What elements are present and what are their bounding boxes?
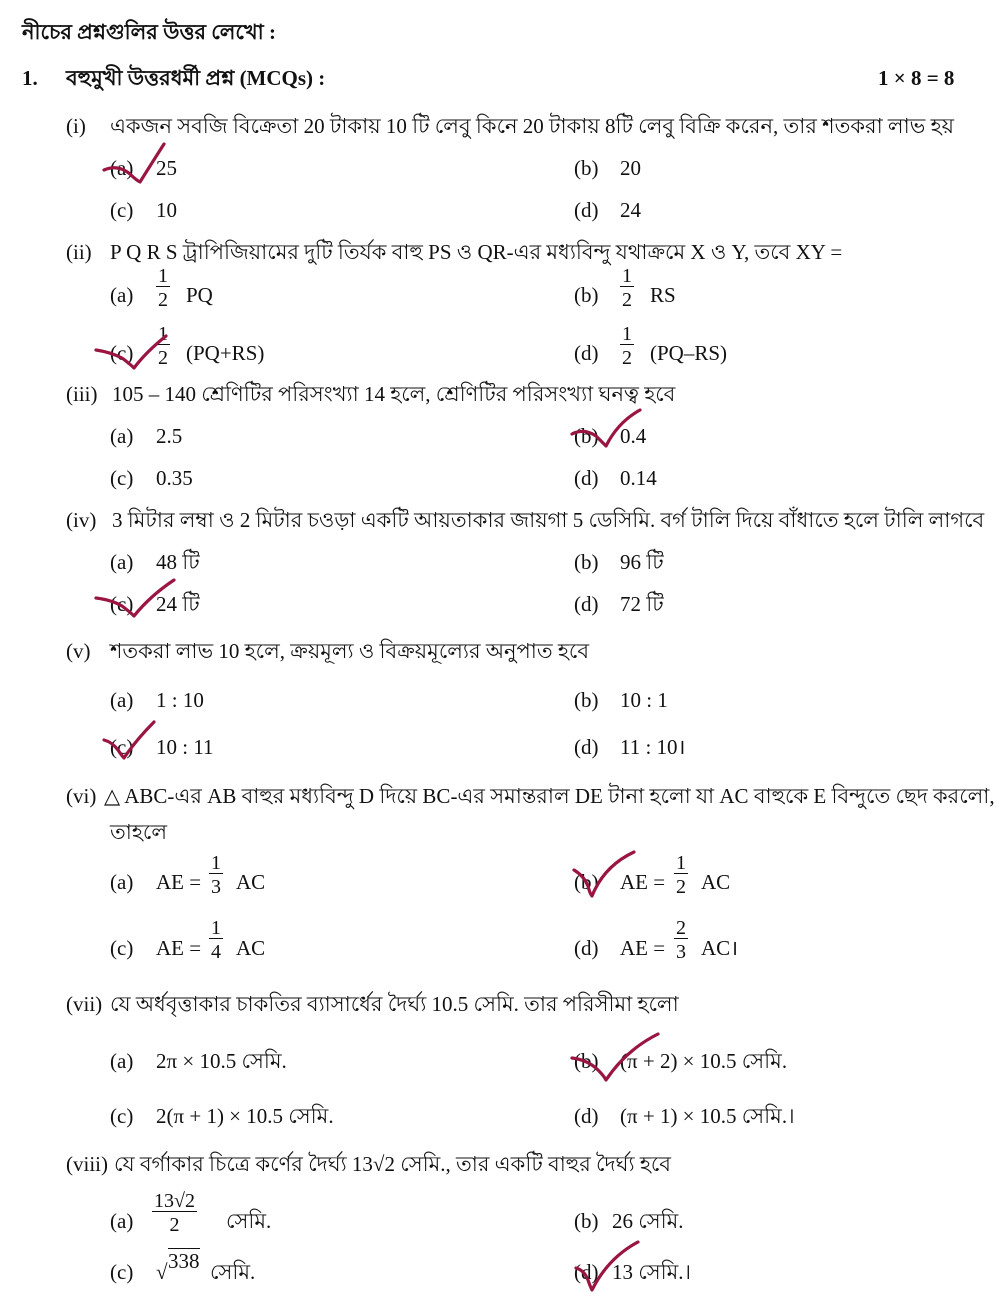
question-text: 3 মিটার লম্বা ও 2 মিটার চওড়া একটি আয়তাকার জায়গা 5 ডেসিমি. বর্গ টালি দিয়ে বাঁধাতে হলে টালি লাগবে <box>112 508 985 532</box>
option-text: 10 : 11 <box>156 735 214 759</box>
option-text: 10 : 1 <box>620 688 668 712</box>
option-label: (c) <box>110 936 134 960</box>
answer-tick-mark <box>568 1028 664 1086</box>
question-number: (i) <box>66 114 86 138</box>
option-text: (π + 1) × 10.5 সেমি.। <box>620 1104 795 1128</box>
option-text: 1 : 10 <box>156 688 204 712</box>
fraction: $\frac{13√2}{2}$ <box>154 1190 195 1236</box>
option-prefix: AE = <box>620 870 666 894</box>
option-label: (c) <box>110 341 134 365</box>
question-number: (v) <box>66 639 91 663</box>
question-text: যে অর্ধবৃত্তাকার চাকতির ব্যাসার্ধের দৈর্ঘ্য 10.5 সেমি. তার পরিসীমা হলো <box>110 992 679 1016</box>
option-text: AC <box>236 936 266 960</box>
option-prefix: AE = <box>156 936 202 960</box>
option-text: 13 সেমি.। <box>612 1260 692 1284</box>
answer-tick-mark <box>100 138 170 188</box>
fraction: $\frac{1}{3}$ <box>211 852 221 898</box>
option-text: 24 টি <box>156 592 200 616</box>
option-text: 11 : 10। <box>620 735 686 759</box>
option-text: সেমি. <box>226 1209 272 1233</box>
option-label: (a) <box>110 688 134 712</box>
option-text: AC। <box>701 936 739 960</box>
option-label: (a) <box>110 156 134 180</box>
option-label: (a) <box>110 870 134 894</box>
option-label: (d) <box>574 735 599 759</box>
option-label: (a) <box>110 283 134 307</box>
question-text: শতকরা লাভ 10 হলে, ক্রয়মূল্য ও বিক্রয়মূল্যের অনুপাত হবে <box>110 639 590 663</box>
option-text: 25 <box>156 156 177 180</box>
question-number: (vii) <box>66 992 103 1016</box>
option-label: (b) <box>574 1209 599 1233</box>
option-label: (b) <box>574 156 599 180</box>
instruction-heading: নীচের প্রশ্নগুলির উত্তর লেখো : <box>22 20 276 44</box>
question-number: (ii) <box>66 240 92 264</box>
question-number: (iii) <box>66 382 98 406</box>
option-label: (c) <box>110 466 134 490</box>
option-label: (b) <box>574 424 599 448</box>
option-text: 24 <box>620 198 641 222</box>
sqrt-symbol: √ <box>156 1260 168 1284</box>
section-marks: 1 × 8 = 8 <box>878 66 955 90</box>
option-label: (b) <box>574 283 599 307</box>
option-text: 48 টি <box>156 550 200 574</box>
question-text: △ ABC-এর AB বাহুর মধ্যবিন্দু D দিয়ে BC-এর সমান্তরাল DE টানা হলো যা AC বাহুকে E বিন্দুতে ছেদ করলো, <box>104 784 995 808</box>
option-label: (d) <box>574 936 599 960</box>
answer-tick-mark <box>572 1236 644 1294</box>
fraction: $\frac{1}{4}$ <box>211 917 221 963</box>
option-text: AC <box>236 870 266 894</box>
option-label: (d) <box>574 466 599 490</box>
option-label: (d) <box>574 1260 599 1284</box>
option-text: 2π × 10.5 সেমি. <box>156 1049 287 1073</box>
question-text: P Q R S ট্রাপিজিয়ামের দুটি তির্যক বাহু PS ও QR-এর মধ্যবিন্দু যথাক্রমে X ও Y, তবে XY = <box>110 240 843 264</box>
fraction: $\frac{1}{2}$ <box>158 323 168 369</box>
option-label: (d) <box>574 341 599 365</box>
answer-tick-mark <box>570 846 640 902</box>
option-text: 10 <box>156 198 177 222</box>
answer-tick-mark <box>92 574 182 624</box>
question-text: যে বর্গাকার চিত্রে কর্ণের দৈর্ঘ্য 13√2 সেমি., তার একটি বাহুর দৈর্ঘ্য হবে <box>114 1152 672 1176</box>
option-prefix: AE = <box>156 870 202 894</box>
question-number: (vi) <box>66 784 97 808</box>
option-text: (π + 2) × 10.5 সেমি. <box>620 1049 788 1073</box>
option-label: (d) <box>574 198 599 222</box>
option-text: 72 টি <box>620 592 664 616</box>
answer-tick-mark <box>568 404 648 452</box>
option-label: (a) <box>110 1049 134 1073</box>
option-label: (b) <box>574 1049 599 1073</box>
option-text: PQ <box>186 283 213 307</box>
answer-tick-mark <box>100 716 160 762</box>
option-text: 26 সেমি. <box>612 1209 684 1233</box>
fraction: $\frac{2}{3}$ <box>676 917 686 963</box>
question-number: (viii) <box>66 1152 108 1176</box>
option-label: (c) <box>110 735 134 759</box>
option-text: (PQ–RS) <box>650 341 728 365</box>
radicand: 338 <box>168 1249 200 1273</box>
option-label: (c) <box>110 1104 134 1128</box>
option-label: (c) <box>110 592 134 616</box>
option-text: 2.5 <box>156 424 183 448</box>
option-label: (b) <box>574 688 599 712</box>
option-text: (PQ+RS) <box>186 341 265 365</box>
section-number: 1. <box>22 66 38 90</box>
option-text: 0.4 <box>620 424 647 448</box>
answer-tick-mark <box>92 330 172 378</box>
question-number: (iv) <box>66 508 97 532</box>
fraction: $\frac{1}{2}$ <box>158 265 168 311</box>
option-text: সেমি. <box>210 1260 256 1284</box>
option-label: (d) <box>574 592 599 616</box>
option-label: (c) <box>110 198 134 222</box>
option-prefix: AE = <box>620 936 666 960</box>
option-text: RS <box>650 283 676 307</box>
option-text: 0.14 <box>620 466 657 490</box>
option-text: AC <box>701 870 731 894</box>
question-text-continued: তাহলে <box>110 820 167 844</box>
option-text: 2(π + 1) × 10.5 সেমি. <box>156 1104 334 1128</box>
fraction: $\frac{1}{2}$ <box>676 852 686 898</box>
fraction: $\frac{1}{2}$ <box>622 265 632 311</box>
option-text: 0.35 <box>156 466 193 490</box>
section-title: বহুমুখী উত্তরধর্মী প্রশ্ন (MCQs) : <box>66 66 326 90</box>
question-text: একজন সবজি বিক্রেতা 20 টাকায় 10 টি লেবু কিনে 20 টাকায় 8টি লেবু বিক্রি করেন, তার শতকরা লাভ হয় <box>110 114 954 138</box>
fraction: $\frac{1}{2}$ <box>622 323 632 369</box>
option-label: (d) <box>574 1104 599 1128</box>
option-label: (a) <box>110 550 134 574</box>
option-label: (b) <box>574 870 599 894</box>
option-label: (b) <box>574 550 599 574</box>
option-label: (a) <box>110 424 134 448</box>
option-text: 20 <box>620 156 641 180</box>
option-label: (a) <box>110 1209 134 1233</box>
question-text: 105 – 140 শ্রেণিটির পরিসংখ্যা 14 হলে, শ্রেণিটির পরিসংখ্যা ঘনত্ব হবে <box>112 382 676 406</box>
option-label: (c) <box>110 1260 134 1284</box>
option-text: 96 টি <box>620 550 664 574</box>
